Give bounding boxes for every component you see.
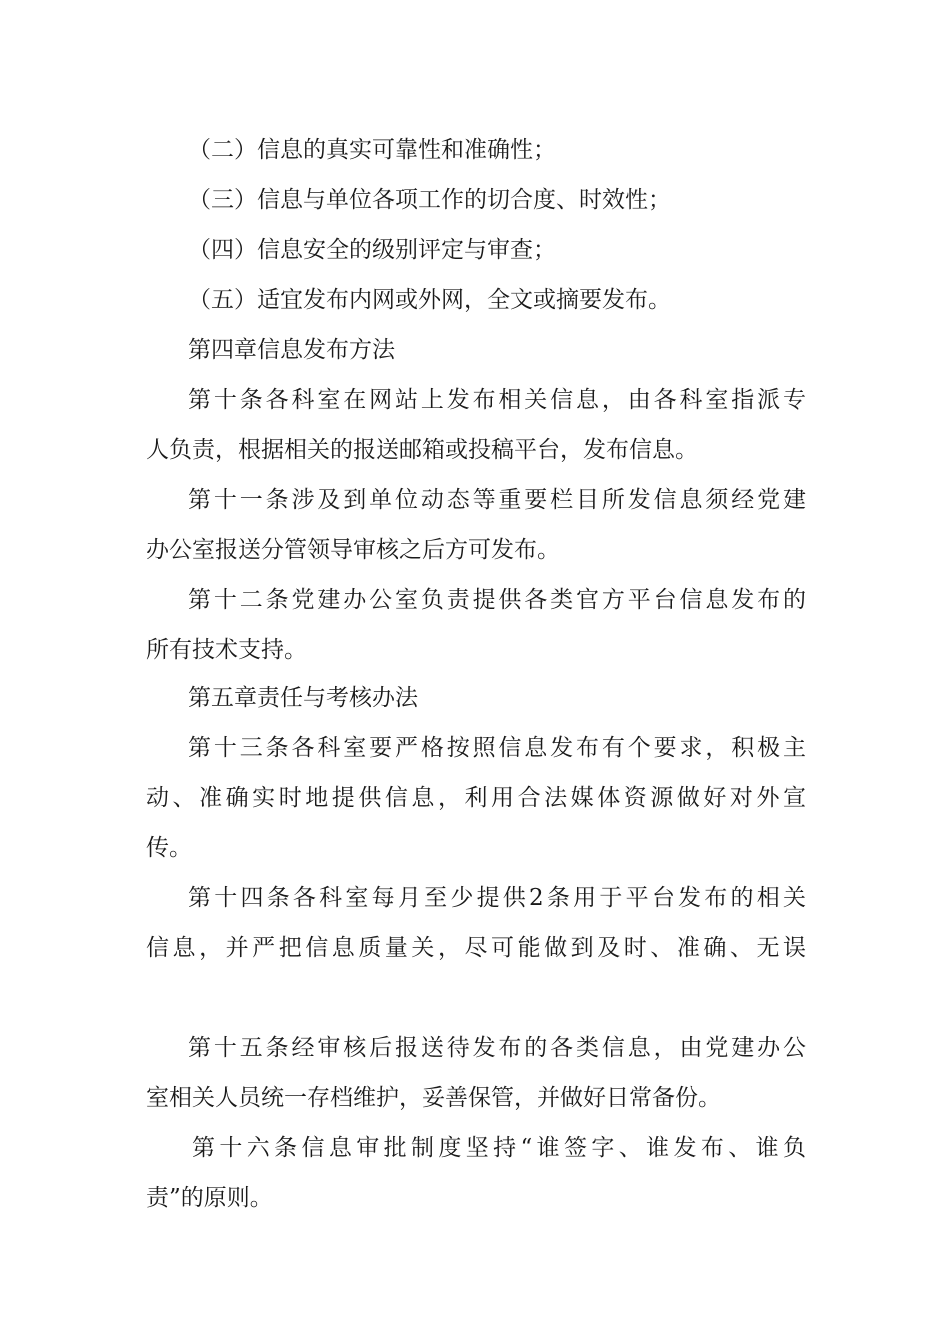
article-16-line-2: 责”的原则。 bbox=[146, 1185, 273, 1211]
article-10-line-1: 第十条各科室在网站上发布相关信息，由各科室指派专 bbox=[188, 387, 806, 413]
article-16-line-1: 第十六条信息审批制度坚持“谁签字、谁发布、谁负 bbox=[192, 1135, 806, 1161]
article-13-line-1: 第十三条各科室要严格按照信息发布有个要求，积极主 bbox=[188, 735, 806, 761]
article-12-line-1: 第十二条党建办公室负责提供各类官方平台信息发布的 bbox=[188, 587, 806, 613]
chapter-5-heading: 第五章责任与考核办法 bbox=[188, 685, 418, 711]
article-13-line-3: 传。 bbox=[146, 835, 192, 861]
article-11-line-1: 第十一条涉及到单位动态等重要栏目所发信息须经党建 bbox=[188, 487, 806, 513]
list-item-5: （五）适宜发布内网或外网，全文或摘要发布。 bbox=[188, 287, 671, 313]
article-15-line-2: 室相关人员统一存档维护，妥善保管，并做好日常备份。 bbox=[146, 1085, 721, 1111]
article-13-line-2: 动、准确实时地提供信息，利用合法媒体资源做好对外宣 bbox=[146, 785, 806, 811]
article-14-line-1: 第十四条各科室每月至少提供2条用于平台发布的相关 bbox=[188, 885, 806, 911]
chapter-4-heading: 第四章信息发布方法 bbox=[188, 337, 395, 363]
article-14-line-2: 信息，并严把信息质量关，尽可能做到及时、准确、无误 bbox=[146, 935, 806, 961]
article-10-line-2: 人负责，根据相关的报送邮箱或投稿平台，发布信息。 bbox=[146, 437, 698, 463]
article-11-line-2: 办公室报送分管领导审核之后方可发布。 bbox=[146, 537, 560, 563]
list-item-2: （二）信息的真实可靠性和准确性； bbox=[188, 137, 556, 163]
article-15-line-1: 第十五条经审核后报送待发布的各类信息，由党建办公 bbox=[188, 1035, 806, 1061]
list-item-3: （三）信息与单位各项工作的切合度、时效性； bbox=[188, 187, 671, 213]
list-item-4: （四）信息安全的级别评定与审查； bbox=[188, 237, 556, 263]
article-12-line-2: 所有技术支持。 bbox=[146, 637, 307, 663]
